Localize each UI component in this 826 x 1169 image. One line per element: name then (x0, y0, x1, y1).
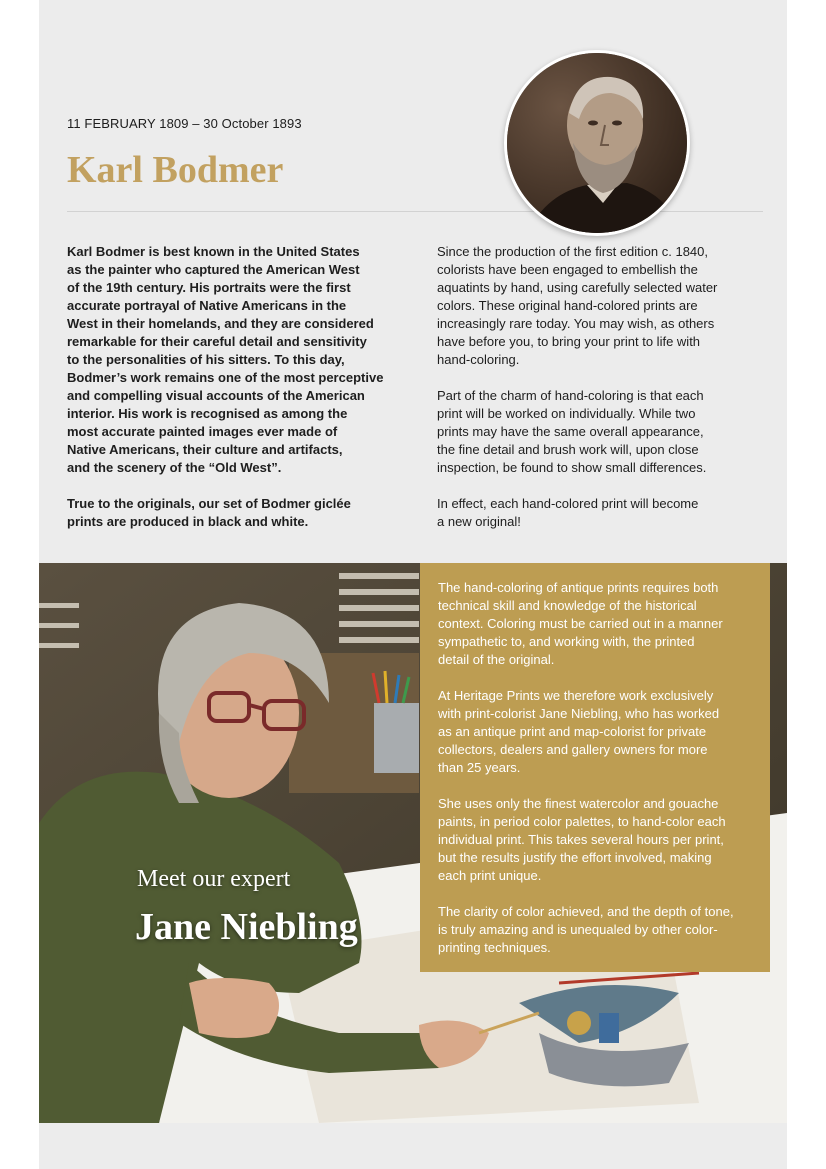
info-paragraph: She uses only the finest watercolor and gouache paints, in period color palettes, to hand-color each individual print. This takes several hours per print, but the results justify the effort involved, making each print unique. (438, 796, 726, 883)
right-text-column (437, 243, 767, 549)
right-paragraph: Since the production of the first edition c. 1840, colorists have been engaged to embellish the aquatints by hand, using carefully selected water colors. These original hand-colored prints are increasingly rare today. You may wish, as others have before you, to bring your print to life with hand-coloring. (437, 244, 718, 367)
right-paragraph: In effect, each hand-colored print will become a new original! (437, 496, 699, 529)
life-dates: 11 FEBRUARY 1809 – 30 October 1893 (67, 116, 302, 131)
page-title: Karl Bodmer (67, 149, 284, 191)
info-paragraph: At Heritage Prints we therefore work exclusively with print-colorist Jane Niebling, who has worked as an antique print and map-colorist for private collectors, dealers and gallery owners for more than 25 years. (438, 688, 720, 775)
left-text-column (67, 243, 397, 549)
info-paragraph: The hand-coloring of antique prints requires both technical skill and knowledge of the historical context. Coloring must be carried out in a manner sympathetic to, and working with, the printed detail of the original. (438, 580, 723, 667)
left-paragraph: True to the originals, our set of Bodmer giclée prints are produced in black and white. (67, 496, 351, 529)
expert-name: Jane Niebling (135, 906, 358, 948)
left-paragraph: Karl Bodmer is best known in the United States as the painter who captured the American West of the 19th century. His portraits were the first accurate portrayal of Native Americans in the West in their homelands, and they are considered remarkable for their careful detail and sensitivity to the personalities of his sitters. To this day, Bodmer’s work remains one of the most perceptive and compelling visual accounts of the American interior. His work is recognised as among the most accurate painted images ever made of Native Americans, their culture and artifacts, and the scenery of the “Old West”. (67, 244, 384, 475)
expert-info-box (420, 563, 770, 972)
right-paragraph: Part of the charm of hand-coloring is that each print will be worked on individually. While two prints may have the same overall appearance, the fine detail and brush work will, upon close inspection, be found to show small differences. (437, 388, 707, 475)
meet-expert-label: Meet our expert (137, 866, 291, 892)
portrait-image (507, 53, 687, 233)
info-paragraph: The clarity of color achieved, and the depth of tone, is truly amazing and is unequaled by other color- printing techniques. (438, 904, 734, 955)
karl-bodmer-portrait (504, 50, 690, 236)
